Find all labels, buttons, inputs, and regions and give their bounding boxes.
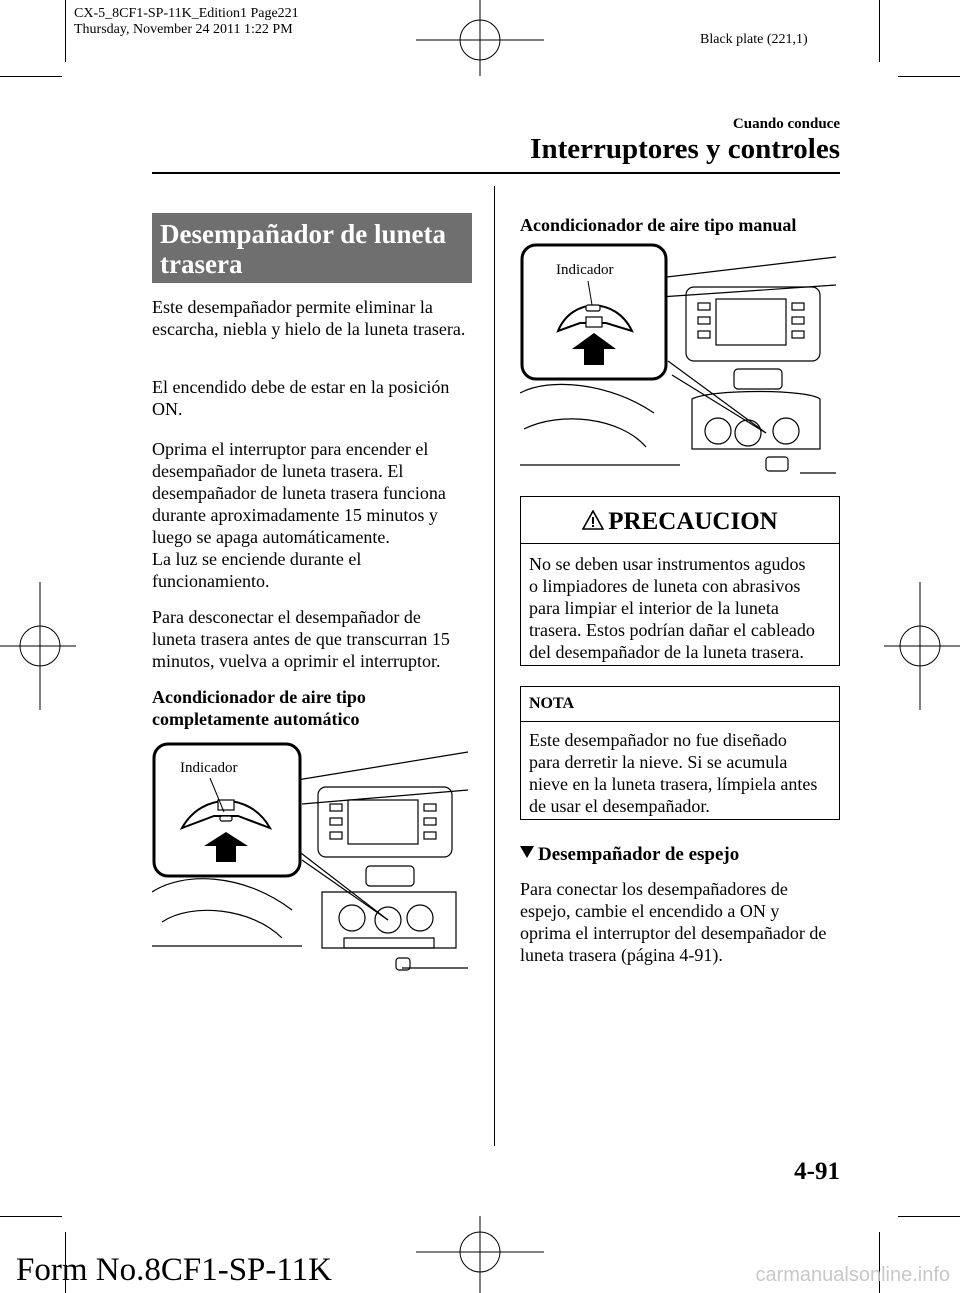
note-box bbox=[520, 686, 840, 820]
section-heading-box bbox=[152, 213, 472, 283]
manual-ac-illustration bbox=[520, 243, 838, 485]
mirror-heading: Desempañador de espejo bbox=[538, 844, 740, 865]
mirror-heading-row bbox=[520, 844, 739, 866]
caution-divider bbox=[521, 543, 839, 544]
intro-paragraph: Este desempañador permite eliminar la escarcha, niebla y hielo de la luneta trasera. bbox=[152, 297, 466, 339]
auto-ac-subheading: Acondicionador de aire tipo completamente automático bbox=[152, 687, 366, 729]
section-title: Interruptores y controles bbox=[530, 133, 840, 165]
auto-ac-illustration bbox=[152, 742, 470, 982]
operation-paragraph: Oprima el interruptor para encender el desempañador de luneta trasera. El desempañador de luneta trasera funciona durante aproximadamente 15 minutos y luego se apaga automáticamente. La luz se enciende durante el funcionamiento. bbox=[152, 439, 446, 591]
caution-title-row bbox=[521, 507, 839, 537]
triangle-bullet-icon bbox=[520, 846, 534, 858]
caution-box bbox=[520, 496, 840, 666]
watermark: carmanualsonline.info bbox=[755, 1264, 950, 1286]
chapter-label: Cuando conduce bbox=[732, 116, 840, 132]
manual-ac-subheading: Acondicionador de aire tipo manual bbox=[520, 215, 797, 235]
auto-ac-indicator-label: Indicador bbox=[180, 760, 238, 776]
note-body: Este desempañador no fue diseñado para derretir la nieve. Si se acumula nieve en la luneta trasera, límpiela antes de usar el desempañador. bbox=[529, 730, 818, 816]
mirror-paragraph: Para conectar los desempañadores de espejo, cambie el encendido a ON y oprima el interruptor del desempañador de luneta trasera (página 4-91). bbox=[520, 879, 827, 965]
disconnect-paragraph: Para desconectar el desempañador de luneta trasera antes de que transcurran 15 minutos, vuelva a oprimir el interruptor. bbox=[152, 607, 450, 671]
caution-title: PRECAUCION bbox=[608, 508, 778, 535]
ignition-paragraph: El encendido debe de estar en la posición ON. bbox=[152, 377, 450, 419]
column-divider bbox=[494, 186, 495, 1146]
caution-body: No se deben usar instrumentos agudos o limpiadores de luneta con abrasivos para limpiar el interior de la luneta trasera. Estos podrían dañar el cableado del desempañador de la luneta trasera. bbox=[529, 554, 815, 662]
manual-ac-indicator-label: Indicador bbox=[556, 262, 614, 278]
note-title: NOTA bbox=[529, 695, 575, 712]
note-divider bbox=[521, 721, 839, 722]
form-number: Form No.8CF1-SP-11K bbox=[16, 1252, 332, 1288]
plate-label: Black plate (221,1) bbox=[700, 32, 808, 47]
warning-icon bbox=[582, 510, 604, 530]
page-number: 4-91 bbox=[794, 1158, 840, 1185]
print-date-line: Thursday, November 24 2011 1:22 PM bbox=[74, 22, 293, 37]
header-rule bbox=[152, 172, 840, 174]
print-file-line: CX-5_8CF1-SP-11K_Edition1 Page221 bbox=[74, 6, 299, 21]
section-heading: Desempañador de luneta trasera bbox=[160, 219, 447, 279]
